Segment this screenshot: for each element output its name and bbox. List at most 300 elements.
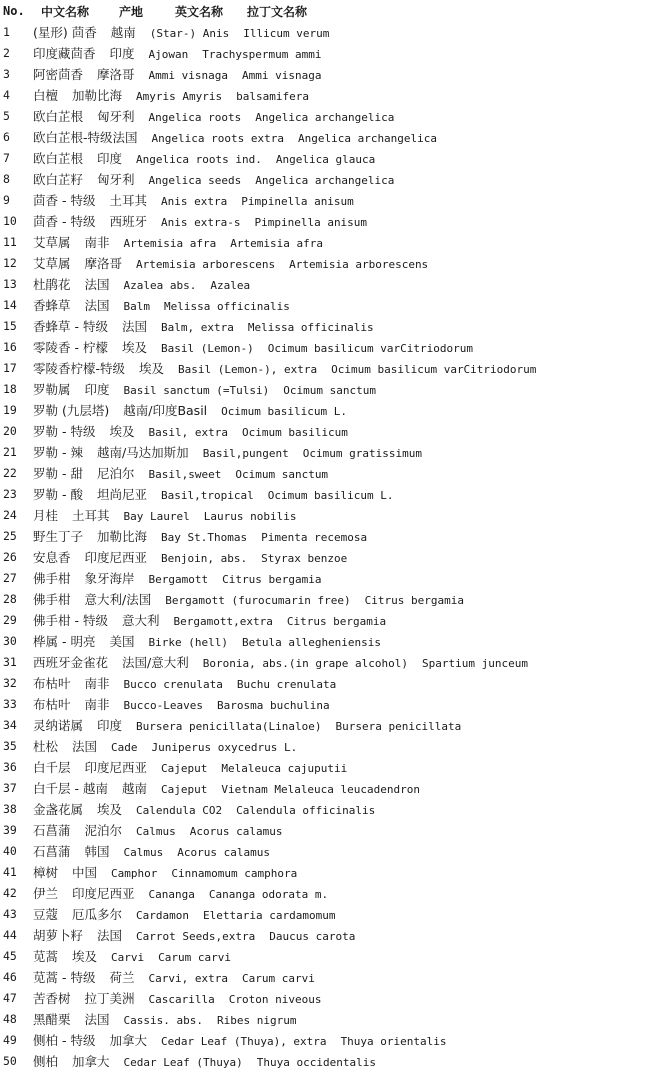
table-row (0, 862, 667, 883)
latin-name: Angelica archangelica (297, 132, 438, 145)
table-row (0, 673, 667, 694)
english-name: Basil,sweet (148, 468, 222, 481)
chinese-name: 佛手柑 - 特级 (33, 613, 108, 628)
english-name: Bergamott,extra (173, 615, 273, 628)
latin-name: Acorus calamus (177, 846, 270, 859)
english-name: Balm (123, 300, 151, 313)
header-chinese-name: 中文名称 (41, 4, 90, 19)
row-number: 9 (3, 193, 10, 207)
row-number: 45 (3, 949, 17, 963)
origin: 加勒比海 (97, 529, 148, 544)
row-content (33, 757, 667, 778)
table-row (0, 379, 667, 400)
latin-name: Acorus calamus (189, 825, 283, 838)
english-name: Calmus (123, 846, 164, 859)
english-name: Anis extra (160, 195, 228, 208)
row-content (33, 526, 667, 547)
origin: 加拿大 (109, 1033, 147, 1048)
latin-name: Angelica archangelica (255, 174, 395, 187)
row-content (33, 358, 667, 379)
latin-name: Trachyspermum ammi (202, 48, 322, 61)
english-name: Cascarilla (148, 993, 215, 1006)
english-name: Balm, extra (160, 321, 234, 334)
row-content (33, 799, 667, 820)
chinese-name: 茴香 - 特级 (33, 193, 96, 208)
oil-list (0, 22, 667, 1072)
chinese-name: 豆蔻 (33, 907, 59, 922)
row-number: 41 (3, 865, 17, 879)
row-content (33, 568, 667, 589)
english-name: Cajeput (160, 783, 208, 796)
origin: 埃及 (97, 802, 123, 817)
table-row (0, 316, 667, 337)
chinese-name: 布枯叶 (33, 676, 71, 691)
chinese-name: 罗勒 - 辣 (33, 445, 83, 460)
english-name: Cajeput (161, 762, 208, 775)
table-row (0, 421, 667, 442)
english-name: Anis extra-s (160, 216, 241, 229)
table-row (0, 253, 667, 274)
latin-name: Vietnam Melaleuca leucadendron (221, 783, 421, 796)
table-row (0, 22, 667, 43)
origin: 土耳其 (72, 508, 110, 523)
table-row (0, 190, 667, 211)
origin: 越南 (121, 781, 147, 796)
row-number: 31 (3, 655, 17, 669)
english-name: Artemisia arborescens (136, 258, 276, 271)
latin-name: Ocimum sanctum (235, 468, 329, 481)
latin-name: Melissa officinalis (247, 321, 374, 334)
english-name: Angelica roots ind. (136, 153, 262, 166)
latin-name: Ribes nigrum (217, 1014, 297, 1027)
table-row (0, 526, 667, 547)
row-content (33, 1051, 667, 1072)
table-row (0, 43, 667, 64)
chinese-name: 金盏花属 (33, 802, 84, 817)
english-name: Calendula CO2 (136, 804, 223, 817)
row-content (33, 253, 667, 274)
chinese-name: 苋蒿 (33, 949, 59, 964)
english-name: Basil,pungent (202, 447, 289, 460)
row-content (33, 904, 667, 925)
latin-name: Carum carvi (158, 951, 232, 964)
latin-name: Buchu crenulata (236, 678, 337, 691)
row-content (33, 547, 667, 568)
chinese-name: 欧白芷根-特级法国 (33, 130, 138, 145)
chinese-name: 野生丁子 (33, 529, 84, 544)
origin: 韩国 (84, 844, 110, 859)
row-content (33, 946, 667, 967)
row-content (33, 967, 667, 988)
row-number: 8 (3, 172, 10, 186)
chinese-name: 佛手柑 (33, 571, 71, 586)
row-number: 33 (3, 697, 17, 711)
chinese-name: 桦属 - 明亮 (33, 634, 96, 649)
row-number: 30 (3, 634, 17, 648)
row-content (33, 43, 667, 64)
row-content (33, 106, 667, 127)
row-number: 5 (3, 109, 10, 123)
table-row (0, 589, 667, 610)
row-content (33, 652, 667, 673)
origin: 意大利 (121, 613, 160, 628)
latin-name: Cinnamomum camphora (171, 867, 298, 880)
latin-name: Azalea (210, 279, 251, 292)
chinese-name: 罗勒属 (33, 382, 71, 397)
latin-name: Styrax benzoe (261, 552, 348, 565)
latin-name: Thuya occidentalis (256, 1056, 376, 1069)
latin-name: Ocimum sanctum (283, 384, 376, 397)
table-header (0, 0, 667, 22)
row-number: 26 (3, 550, 17, 564)
origin: 荷兰 (109, 970, 135, 985)
chinese-name: 杜鹃花 (33, 277, 71, 292)
origin: 泥泊尔 (84, 823, 123, 838)
chinese-name: 布枯叶 (33, 697, 71, 712)
latin-name: Ocimum gratissimum (302, 447, 422, 460)
row-content (33, 337, 667, 358)
table-row (0, 148, 667, 169)
row-number: 18 (3, 382, 17, 396)
row-number: 24 (3, 508, 17, 522)
origin: 匈牙利 (97, 172, 135, 187)
table-row (0, 337, 667, 358)
origin: 埃及 (72, 949, 98, 964)
origin: 西班牙 (109, 214, 147, 229)
latin-name: Juniperus oxycedrus L. (151, 741, 298, 754)
origin: 法国 (84, 277, 110, 292)
header-english-name: 英文名称 (175, 4, 224, 19)
chinese-name: 香蜂草 (33, 298, 71, 313)
origin: 摩洛哥 (84, 256, 123, 271)
table-row (0, 925, 667, 946)
table-row (0, 442, 667, 463)
english-name: Bucco crenulata (123, 678, 223, 691)
row-number: 27 (3, 571, 17, 585)
table-row (0, 778, 667, 799)
origin: 法国 (84, 298, 110, 313)
table-row (0, 85, 667, 106)
origin: 加勒比海 (72, 88, 123, 103)
english-name: Bay St.Thomas (161, 531, 248, 544)
origin: 厄瓜多尔 (72, 907, 123, 922)
row-number: 36 (3, 760, 17, 774)
origin: 法国 (72, 739, 98, 754)
latin-name: Angelica archangelica (255, 111, 395, 124)
table-row (0, 1009, 667, 1030)
latin-name: Laurus nobilis (203, 510, 297, 523)
table-row (0, 295, 667, 316)
row-number: 46 (3, 970, 17, 984)
english-name: (Star-) Anis (149, 27, 230, 40)
english-name: Cedar Leaf (Thuya) (123, 1056, 243, 1069)
chinese-name: 零陵香柠檬-特级 (33, 361, 126, 376)
row-number: 6 (3, 130, 10, 144)
table-row (0, 946, 667, 967)
origin: 印度尼西亚 (84, 550, 148, 565)
row-content (33, 379, 667, 400)
row-content (33, 484, 667, 505)
table-row (0, 820, 667, 841)
row-number: 3 (3, 67, 10, 81)
row-number: 37 (3, 781, 17, 795)
latin-name: Ocimum basilicum L. (221, 405, 347, 418)
origin: 印度 (84, 382, 110, 397)
chinese-name: 欧白芷根 (33, 109, 84, 124)
table-row (0, 715, 667, 736)
row-number: 38 (3, 802, 17, 816)
chinese-name: 石菖蒲 (33, 823, 71, 838)
english-name: Bergamott (148, 573, 209, 586)
row-number: 34 (3, 718, 17, 732)
row-content (33, 1030, 667, 1051)
latin-name: Melissa officinalis (164, 300, 290, 313)
row-content (33, 988, 667, 1009)
origin: 土耳其 (109, 193, 147, 208)
english-name: Carvi, extra (148, 972, 228, 985)
table-row (0, 904, 667, 925)
english-name: Basil (Lemon-) (160, 342, 254, 355)
row-content (33, 22, 667, 43)
origin: 印度 (97, 718, 123, 733)
chinese-name: 西班牙金雀花 (33, 655, 109, 670)
chinese-name: 安息香 (33, 550, 71, 565)
row-number: 42 (3, 886, 17, 900)
origin: 越南/马达加斯加 (96, 445, 189, 460)
english-name: Benjoin, abs. (161, 552, 248, 565)
chinese-name: 白檀 (33, 88, 59, 103)
chinese-name: 苦香树 (33, 991, 71, 1006)
latin-name: Pimpinella anisum (241, 195, 354, 208)
row-content (33, 1009, 667, 1030)
chinese-name: 阿密茴香 (33, 67, 84, 82)
origin: 南非 (84, 697, 110, 712)
english-name: Birke (hell) (148, 636, 228, 649)
table-row (0, 652, 667, 673)
origin: 加拿大 (72, 1054, 110, 1069)
row-content (33, 85, 667, 106)
row-content (33, 778, 667, 799)
row-content (33, 274, 667, 295)
row-content (33, 316, 667, 337)
table-row (0, 568, 667, 589)
latin-name: Ammi visnaga (242, 69, 322, 82)
latin-name: Croton niveous (228, 993, 322, 1006)
table-row (0, 799, 667, 820)
origin: 印度尼西亚 (84, 760, 148, 775)
chinese-name: 罗勒 - 特级 (33, 424, 96, 439)
row-number: 17 (3, 361, 17, 375)
chinese-name: 零陵香 - 柠檬 (33, 340, 108, 355)
row-number: 35 (3, 739, 17, 753)
english-name: Angelica roots (148, 111, 242, 124)
chinese-name: 胡萝卜籽 (33, 928, 84, 943)
latin-name: Thuya orientalis (340, 1035, 447, 1048)
row-content (33, 883, 667, 904)
english-name: Basil (Lemon-), extra (178, 363, 318, 376)
origin: 匈牙利 (97, 109, 135, 124)
chinese-name: 樟树 (33, 865, 59, 880)
origin: 南非 (84, 676, 110, 691)
row-content (33, 862, 667, 883)
origin: 拉丁美洲 (84, 991, 135, 1006)
english-name: Bucco-Leaves (123, 699, 204, 712)
chinese-name: 石菖蒲 (33, 844, 71, 859)
chinese-name: 白千层 (33, 760, 71, 775)
row-content (33, 610, 667, 631)
latin-name: Daucus carota (269, 930, 356, 943)
english-name: Carrot Seeds,extra (136, 930, 256, 943)
origin: 法国/意大利 (122, 655, 189, 670)
row-content (33, 694, 667, 715)
row-number: 23 (3, 487, 17, 501)
latin-name: Elettaria cardamomum (203, 909, 336, 922)
row-content (33, 820, 667, 841)
origin: 法国 (121, 319, 147, 334)
table-row (0, 358, 667, 379)
table-row (0, 106, 667, 127)
origin: 美国 (109, 634, 135, 649)
english-name: Basil,tropical (160, 489, 254, 502)
row-number: 22 (3, 466, 17, 480)
table-row (0, 1051, 667, 1072)
english-name: Bergamott (furocumarin free) (165, 594, 351, 607)
origin: 越南 (110, 25, 136, 40)
table-row (0, 211, 667, 232)
latin-name: Spartium junceum (422, 657, 529, 670)
row-number: 25 (3, 529, 17, 543)
latin-name: Melaleuca cajuputii (221, 762, 348, 775)
row-content (33, 589, 667, 610)
table-row (0, 1030, 667, 1051)
row-content (33, 673, 667, 694)
row-content (33, 127, 667, 148)
row-number: 39 (3, 823, 17, 837)
chinese-name: 茴香 - 特级 (33, 214, 96, 229)
chinese-name: 艾草属 (33, 256, 71, 271)
chinese-name: 月桂 (33, 508, 59, 523)
table-row (0, 274, 667, 295)
row-content (33, 211, 667, 232)
table-row (0, 967, 667, 988)
row-number: 4 (3, 88, 10, 102)
english-name: Bay Laurel (123, 510, 190, 523)
origin: 象牙海岸 (84, 571, 135, 586)
latin-name: Citrus bergamia (222, 573, 322, 586)
header-latin-name: 拉丁文名称 (247, 4, 308, 19)
row-number: 40 (3, 844, 17, 858)
row-content (33, 463, 667, 484)
origin: 埃及 (139, 361, 165, 376)
row-number: 50 (3, 1054, 17, 1068)
row-content (33, 631, 667, 652)
row-content (33, 442, 667, 463)
chinese-name: 黑醋栗 (33, 1012, 71, 1027)
chinese-name: 罗勒 - 甜 (33, 466, 83, 481)
english-name: Carvi (111, 951, 145, 964)
english-name: Artemisia afra (123, 237, 217, 250)
row-number: 16 (3, 340, 17, 354)
row-content (33, 421, 667, 442)
latin-name: Pimpinella anisum (254, 216, 368, 229)
row-content (33, 295, 667, 316)
origin: 印度 (109, 46, 135, 61)
row-number: 32 (3, 676, 17, 690)
origin: 尼泊尔 (96, 466, 135, 481)
english-name: Azalea abs. (123, 279, 197, 292)
row-number: 49 (3, 1033, 17, 1047)
row-number: 44 (3, 928, 17, 942)
row-number: 1 (3, 25, 10, 39)
chinese-name: (星形) 茴香 (33, 25, 97, 40)
row-content (33, 925, 667, 946)
latin-name: Citrus bergamia (364, 594, 465, 607)
row-number: 21 (3, 445, 17, 459)
row-number: 12 (3, 256, 17, 270)
row-content (33, 64, 667, 85)
latin-name: Calendula officinalis (236, 804, 376, 817)
table-row (0, 988, 667, 1009)
origin: 摩洛哥 (97, 67, 135, 82)
row-number: 2 (3, 46, 10, 60)
row-content (33, 505, 667, 526)
row-number: 48 (3, 1012, 17, 1026)
table-row (0, 736, 667, 757)
table-row (0, 694, 667, 715)
row-content (33, 190, 667, 211)
row-number: 29 (3, 613, 17, 627)
row-content (33, 736, 667, 757)
english-name: Cedar Leaf (Thuya), extra (160, 1035, 327, 1048)
header-no: No. (3, 4, 25, 18)
latin-name: balsamifera (236, 90, 309, 103)
english-name: Camphor (111, 867, 158, 880)
row-number: 13 (3, 277, 17, 291)
chinese-name: 欧白芷籽 (33, 172, 84, 187)
latin-name: Pimenta recemosa (261, 531, 368, 544)
table-row (0, 505, 667, 526)
chinese-name: 侧柏 (33, 1054, 59, 1069)
chinese-name: 佛手柑 (33, 592, 71, 607)
english-name: Cardamon (136, 909, 190, 922)
table-row (0, 400, 667, 421)
chinese-name: 欧白芷根 (33, 151, 84, 166)
table-row (0, 631, 667, 652)
latin-name: Betula allegheniensis (241, 636, 382, 649)
chinese-name: 苋蒿 - 特级 (33, 970, 96, 985)
row-number: 19 (3, 403, 17, 417)
english-name: Ammi visnaga (148, 69, 229, 82)
table-row (0, 463, 667, 484)
origin: 南非 (84, 235, 110, 250)
chinese-name: 罗勒 - 酸 (33, 487, 83, 502)
table-row (0, 757, 667, 778)
table-row (0, 883, 667, 904)
row-content (33, 715, 667, 736)
chinese-name: 侧柏 - 特级 (33, 1033, 96, 1048)
row-number: 15 (3, 319, 17, 333)
row-content (33, 169, 667, 190)
latin-name: Ocimum basilicum (241, 426, 348, 439)
origin: 意大利/法国 (84, 592, 152, 607)
table-row (0, 232, 667, 253)
header-origin: 产地 (119, 4, 144, 19)
chinese-name: 香蜂草 - 特级 (33, 319, 108, 334)
origin: 埃及 (109, 424, 135, 439)
table-row (0, 547, 667, 568)
english-name: Bursera penicillata(Linaloe) (136, 720, 322, 733)
latin-name: Illicum verum (243, 27, 330, 40)
